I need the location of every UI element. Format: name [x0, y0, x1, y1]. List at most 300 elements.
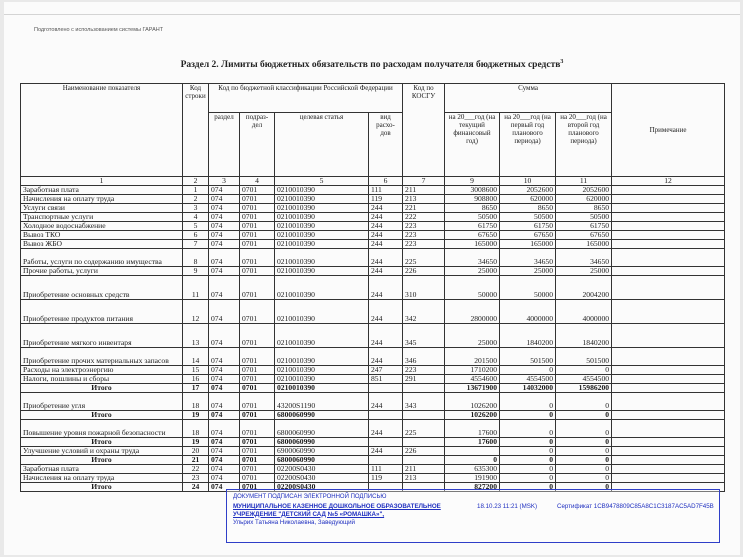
row-year3: 1840200 — [556, 324, 612, 348]
garant-note: Подготовлено с использованием системы ГАРАНТ — [34, 27, 164, 33]
row-code: 3 — [183, 204, 209, 213]
row-year3: 0 — [556, 411, 612, 420]
row-kosgu: 222 — [403, 213, 445, 222]
row-name: Итого — [21, 411, 183, 420]
row-code: 4 — [183, 213, 209, 222]
row-year1: 635300 — [445, 465, 500, 474]
row-year2: 0 — [500, 393, 556, 411]
row-target: 02200S0430 — [275, 474, 369, 483]
col-header-year2: на 20___год (на первый год планового периода) — [500, 113, 556, 177]
row-kosgu — [403, 411, 445, 420]
row-section: 074 — [209, 231, 240, 240]
row-kosgu: 226 — [403, 447, 445, 456]
row-note — [612, 213, 725, 222]
table-row — [21, 300, 725, 324]
row-year1: 827200 — [445, 483, 500, 492]
row-section: 074 — [209, 213, 240, 222]
row-kosgu: 211 — [403, 465, 445, 474]
row-section: 074 — [209, 456, 240, 465]
row-exp-type: 244 — [369, 300, 403, 324]
row-code: 20 — [183, 447, 209, 456]
row-name: Работы, услуги по содержанию имущества — [21, 249, 183, 267]
row-name: Услуги связи — [21, 204, 183, 213]
row-year2: 165000 — [500, 240, 556, 249]
row-year3: 67650 — [556, 231, 612, 240]
row-kosgu — [403, 384, 445, 393]
row-section: 074 — [209, 204, 240, 213]
row-subsection: 0701 — [240, 438, 275, 447]
row-year1: 50500 — [445, 213, 500, 222]
row-year3: 25000 — [556, 267, 612, 276]
row-section: 074 — [209, 384, 240, 393]
row-year3: 0 — [556, 465, 612, 474]
row-exp-type: 244 — [369, 231, 403, 240]
row-name: Заработная плата — [21, 186, 183, 195]
row-code: 2 — [183, 195, 209, 204]
row-note — [612, 231, 725, 240]
row-year2: 50000 — [500, 276, 556, 300]
row-year1: 17600 — [445, 438, 500, 447]
row-year3: 0 — [556, 438, 612, 447]
row-target: 02200S0430 — [275, 483, 369, 492]
row-subsection: 0701 — [240, 300, 275, 324]
row-year3: 50500 — [556, 213, 612, 222]
row-note — [612, 465, 725, 474]
row-section: 074 — [209, 267, 240, 276]
row-year2: 0 — [500, 438, 556, 447]
row-year2: 14032000 — [500, 384, 556, 393]
row-target: 0210010390 — [275, 366, 369, 375]
row-note — [612, 240, 725, 249]
row-exp-type: 244 — [369, 267, 403, 276]
row-code: 22 — [183, 465, 209, 474]
row-year2: 0 — [500, 447, 556, 456]
row-year1: 165000 — [445, 240, 500, 249]
row-year2: 34650 — [500, 249, 556, 267]
row-exp-type: 244 — [369, 240, 403, 249]
row-note — [612, 447, 725, 456]
row-code: 14 — [183, 348, 209, 366]
row-year3: 620000 — [556, 195, 612, 204]
row-kosgu: 343 — [403, 393, 445, 411]
table-row — [21, 213, 725, 222]
row-name: Расходы на электроэнергию — [21, 366, 183, 375]
row-note — [612, 300, 725, 324]
row-note — [612, 456, 725, 465]
row-year2: 620000 — [500, 195, 556, 204]
row-note — [612, 222, 725, 231]
section-title — [4, 59, 740, 70]
row-year1: 34650 — [445, 249, 500, 267]
row-name: Итого — [21, 483, 183, 492]
col-number: 4 — [240, 177, 275, 186]
row-year1: 25000 — [445, 324, 500, 348]
row-section: 074 — [209, 411, 240, 420]
row-note — [612, 384, 725, 393]
table-row — [21, 375, 725, 384]
col-header-sum: Сумма — [445, 84, 612, 113]
table-row — [21, 456, 725, 465]
row-subsection: 0701 — [240, 267, 275, 276]
row-subsection: 0701 — [240, 204, 275, 213]
row-year2: 0 — [500, 420, 556, 438]
row-section: 074 — [209, 240, 240, 249]
row-year3: 61750 — [556, 222, 612, 231]
row-subsection: 0701 — [240, 366, 275, 375]
row-target: 0210010390 — [275, 240, 369, 249]
col-header-section: раздел — [209, 113, 240, 177]
row-subsection: 0701 — [240, 249, 275, 267]
row-target: 0210010390 — [275, 267, 369, 276]
row-target: 6900060990 — [275, 447, 369, 456]
row-note — [612, 186, 725, 195]
col-header-subsection: подраз-дел — [240, 113, 275, 177]
table-row — [21, 186, 725, 195]
col-header-year3: на 20___год (на второй год планового периода) — [556, 113, 612, 177]
row-subsection: 0701 — [240, 447, 275, 456]
row-target: 0210010390 — [275, 348, 369, 366]
row-year1: 908800 — [445, 195, 500, 204]
row-code: 24 — [183, 483, 209, 492]
limits-table — [20, 83, 725, 492]
row-year2: 1840200 — [500, 324, 556, 348]
row-year1 — [445, 447, 500, 456]
row-year1: 3008600 — [445, 186, 500, 195]
row-subsection: 0701 — [240, 384, 275, 393]
row-code: 15 — [183, 366, 209, 375]
row-year3: 0 — [556, 447, 612, 456]
row-exp-type: 244 — [369, 276, 403, 300]
table-row — [21, 366, 725, 375]
row-code: 8 — [183, 249, 209, 267]
row-year3: 0 — [556, 483, 612, 492]
row-year1: 25000 — [445, 267, 500, 276]
row-name: Холодное водоснабжение — [21, 222, 183, 231]
row-kosgu: 342 — [403, 300, 445, 324]
row-year1: 4554600 — [445, 375, 500, 384]
row-year2: 8650 — [500, 204, 556, 213]
row-note — [612, 267, 725, 276]
row-target: 6800060990 — [275, 411, 369, 420]
row-note — [612, 348, 725, 366]
row-exp-type: 247 — [369, 366, 403, 375]
signature-certificate: Сертификат 1CB9478809C85A8C1C3187AC5AD7F45B — [557, 503, 714, 510]
row-kosgu: 310 — [403, 276, 445, 300]
row-target: 6800060990 — [275, 420, 369, 438]
row-subsection: 0701 — [240, 420, 275, 438]
row-year1: 50000 — [445, 276, 500, 300]
signature-header: ДОКУМЕНТ ПОДПИСАН ЭЛЕКТРОННОЙ ПОДПИСЬЮ — [233, 494, 387, 500]
row-name: Приобретение угля — [21, 393, 183, 411]
row-note — [612, 276, 725, 300]
row-year3: 2004200 — [556, 276, 612, 300]
row-name: Повышение уровня пожарной безопасности — [21, 420, 183, 438]
row-section: 074 — [209, 249, 240, 267]
col-header-kosgu: Код по КОСГУ — [403, 84, 445, 177]
row-code: 1 — [183, 186, 209, 195]
row-year3: 0 — [556, 366, 612, 375]
e-signature-stamp — [226, 489, 720, 543]
row-target: 6800060990 — [275, 438, 369, 447]
row-code: 19 — [183, 411, 209, 420]
row-year1: 191900 — [445, 474, 500, 483]
row-code: 13 — [183, 324, 209, 348]
row-exp-type: 244 — [369, 204, 403, 213]
row-year2: 0 — [500, 456, 556, 465]
row-target: 0210010390 — [275, 222, 369, 231]
col-number: 1 — [21, 177, 183, 186]
row-note — [612, 366, 725, 375]
col-number: 11 — [556, 177, 612, 186]
row-code: 23 — [183, 474, 209, 483]
row-exp-type: 244 — [369, 249, 403, 267]
table-row — [21, 249, 725, 267]
row-exp-type — [369, 384, 403, 393]
table-row — [21, 474, 725, 483]
row-note — [612, 195, 725, 204]
row-section: 074 — [209, 348, 240, 366]
table-row — [21, 411, 725, 420]
signature-organization: МУНИЦИПАЛЬНОЕ КАЗЕННОЕ ДОШКОЛЬНОЕ ОБРАЗОВАТЕЛЬНОЕ УЧРЕЖДЕНИЕ "ДЕТСКИЙ САД №5 «РОМАШКА»", — [233, 503, 441, 518]
row-subsection: 0701 — [240, 474, 275, 483]
row-year1: 67650 — [445, 231, 500, 240]
row-section: 074 — [209, 324, 240, 348]
row-year3: 4554500 — [556, 375, 612, 384]
row-note — [612, 324, 725, 348]
row-subsection: 0701 — [240, 465, 275, 474]
row-kosgu — [403, 438, 445, 447]
row-year1: 1710200 — [445, 366, 500, 375]
row-subsection: 0701 — [240, 276, 275, 300]
row-name: Начисления на оплату труда — [21, 195, 183, 204]
row-subsection: 0701 — [240, 324, 275, 348]
row-name: Итого — [21, 438, 183, 447]
row-name: Приобретение продуктов питания — [21, 300, 183, 324]
row-note — [612, 438, 725, 447]
row-section: 074 — [209, 393, 240, 411]
row-year2: 61750 — [500, 222, 556, 231]
table-row — [21, 267, 725, 276]
row-subsection: 0701 — [240, 375, 275, 384]
row-year2: 0 — [500, 474, 556, 483]
row-target: 0210010390 — [275, 276, 369, 300]
row-subsection: 0701 — [240, 231, 275, 240]
row-year1: 2800000 — [445, 300, 500, 324]
row-note — [612, 393, 725, 411]
row-subsection: 0701 — [240, 411, 275, 420]
row-exp-type: 111 — [369, 465, 403, 474]
row-target: 0210010390 — [275, 324, 369, 348]
row-kosgu: 225 — [403, 249, 445, 267]
row-exp-type: 244 — [369, 213, 403, 222]
row-target: 6800060990 — [275, 456, 369, 465]
row-code: 18 — [183, 393, 209, 411]
table-row — [21, 420, 725, 438]
row-kosgu: 346 — [403, 348, 445, 366]
row-kosgu: 345 — [403, 324, 445, 348]
signature-person: Ульрих Татьяна Николаевна, Заведующий — [233, 519, 355, 526]
row-code: 17 — [183, 384, 209, 393]
row-exp-type: 119 — [369, 474, 403, 483]
row-exp-type — [369, 411, 403, 420]
row-subsection: 0701 — [240, 213, 275, 222]
row-year3: 2052600 — [556, 186, 612, 195]
row-exp-type: 244 — [369, 393, 403, 411]
row-section: 074 — [209, 420, 240, 438]
document-page — [4, 2, 740, 555]
col-number: 2 — [183, 177, 209, 186]
limits-table-body — [21, 186, 725, 492]
col-number: 9 — [445, 177, 500, 186]
row-code: 12 — [183, 300, 209, 324]
table-row — [21, 465, 725, 474]
row-target: 0210010390 — [275, 384, 369, 393]
table-row — [21, 348, 725, 366]
row-target: 0210010390 — [275, 375, 369, 384]
row-kosgu: 226 — [403, 267, 445, 276]
row-subsection: 0701 — [240, 240, 275, 249]
row-exp-type: 111 — [369, 186, 403, 195]
row-name: Начисления на оплату труда — [21, 474, 183, 483]
row-section: 074 — [209, 375, 240, 384]
row-subsection: 0701 — [240, 222, 275, 231]
row-target: 0210010390 — [275, 195, 369, 204]
row-year2: 0 — [500, 411, 556, 420]
row-kosgu: 223 — [403, 240, 445, 249]
row-year1: 0 — [445, 456, 500, 465]
row-year2: 50500 — [500, 213, 556, 222]
row-kosgu: 223 — [403, 231, 445, 240]
row-note — [612, 474, 725, 483]
col-header-row-code: Код строки — [183, 84, 209, 177]
row-section: 074 — [209, 186, 240, 195]
row-kosgu: 213 — [403, 195, 445, 204]
row-year2: 4554500 — [500, 375, 556, 384]
row-name: Вывоз ЖБО — [21, 240, 183, 249]
col-number: 7 — [403, 177, 445, 186]
row-section: 074 — [209, 447, 240, 456]
row-exp-type: 244 — [369, 222, 403, 231]
row-section: 074 — [209, 465, 240, 474]
row-target: 0210010390 — [275, 204, 369, 213]
row-code: 7 — [183, 240, 209, 249]
row-section: 074 — [209, 438, 240, 447]
row-name: Вывоз ТКО — [21, 231, 183, 240]
row-exp-type — [369, 456, 403, 465]
row-name: Итого — [21, 384, 183, 393]
col-header-note: Примечание — [612, 84, 725, 177]
row-subsection: 0701 — [240, 456, 275, 465]
col-number: 12 — [612, 177, 725, 186]
table-row — [21, 447, 725, 456]
title-footnote-mark: 3 — [560, 59, 564, 65]
col-number: 6 — [369, 177, 403, 186]
row-note — [612, 411, 725, 420]
row-note — [612, 249, 725, 267]
row-name: Приобретение прочих материальных запасов — [21, 348, 183, 366]
row-section: 074 — [209, 300, 240, 324]
row-name: Транспортные услуги — [21, 213, 183, 222]
table-row — [21, 438, 725, 447]
row-code: 5 — [183, 222, 209, 231]
row-year3: 15986200 — [556, 384, 612, 393]
row-exp-type: 244 — [369, 420, 403, 438]
row-note — [612, 204, 725, 213]
row-year3: 8650 — [556, 204, 612, 213]
row-year3: 165000 — [556, 240, 612, 249]
row-kosgu: 291 — [403, 375, 445, 384]
table-row — [21, 195, 725, 204]
row-exp-type: 244 — [369, 348, 403, 366]
row-year2: 2052600 — [500, 186, 556, 195]
row-section: 074 — [209, 222, 240, 231]
row-year1: 17600 — [445, 420, 500, 438]
row-exp-type: 851 — [369, 375, 403, 384]
row-kosgu: 211 — [403, 186, 445, 195]
col-header-year1: на 20___год (на текущий финансовый год) — [445, 113, 500, 177]
row-year3: 4000000 — [556, 300, 612, 324]
row-subsection: 0701 — [240, 186, 275, 195]
row-section: 074 — [209, 366, 240, 375]
row-year2: 25000 — [500, 267, 556, 276]
row-target: 02200S0430 — [275, 465, 369, 474]
row-year2: 0 — [500, 465, 556, 474]
row-name: Налоги, пошлины и сборы — [21, 375, 183, 384]
row-kosgu: 221 — [403, 204, 445, 213]
signature-date: 18.10.23 11:21 (MSK) — [477, 503, 538, 510]
row-subsection: 0701 — [240, 393, 275, 411]
page-edge-line — [4, 14, 740, 15]
row-year3: 34650 — [556, 249, 612, 267]
row-name: Приобретение мягкого инвентаря — [21, 324, 183, 348]
row-code: 19 — [183, 438, 209, 447]
row-code: 11 — [183, 276, 209, 300]
table-row — [21, 204, 725, 213]
row-code: 6 — [183, 231, 209, 240]
row-year1: 61750 — [445, 222, 500, 231]
row-target: 0210010390 — [275, 186, 369, 195]
row-subsection: 0701 — [240, 483, 275, 492]
col-header-name: Наименование показателя — [21, 84, 183, 177]
row-target: 43200S1190 — [275, 393, 369, 411]
row-year1: 13671900 — [445, 384, 500, 393]
row-year2: 4000000 — [500, 300, 556, 324]
row-year2: 67650 — [500, 231, 556, 240]
row-year3: 501500 — [556, 348, 612, 366]
row-exp-type — [369, 438, 403, 447]
row-code: 16 — [183, 375, 209, 384]
row-subsection: 0701 — [240, 348, 275, 366]
row-year1: 8650 — [445, 204, 500, 213]
row-year1: 201500 — [445, 348, 500, 366]
row-name: Прочие работы, услуги — [21, 267, 183, 276]
row-name: Итого — [21, 456, 183, 465]
row-note — [612, 375, 725, 384]
col-number: 3 — [209, 177, 240, 186]
row-kosgu: 223 — [403, 222, 445, 231]
row-section: 074 — [209, 195, 240, 204]
row-year3: 0 — [556, 420, 612, 438]
table-row — [21, 240, 725, 249]
row-kosgu: 223 — [403, 366, 445, 375]
row-kosgu: 225 — [403, 420, 445, 438]
row-exp-type: 119 — [369, 195, 403, 204]
table-row — [21, 276, 725, 300]
row-year3: 0 — [556, 393, 612, 411]
table-row — [21, 384, 725, 393]
row-code: 21 — [183, 456, 209, 465]
table-row — [21, 231, 725, 240]
